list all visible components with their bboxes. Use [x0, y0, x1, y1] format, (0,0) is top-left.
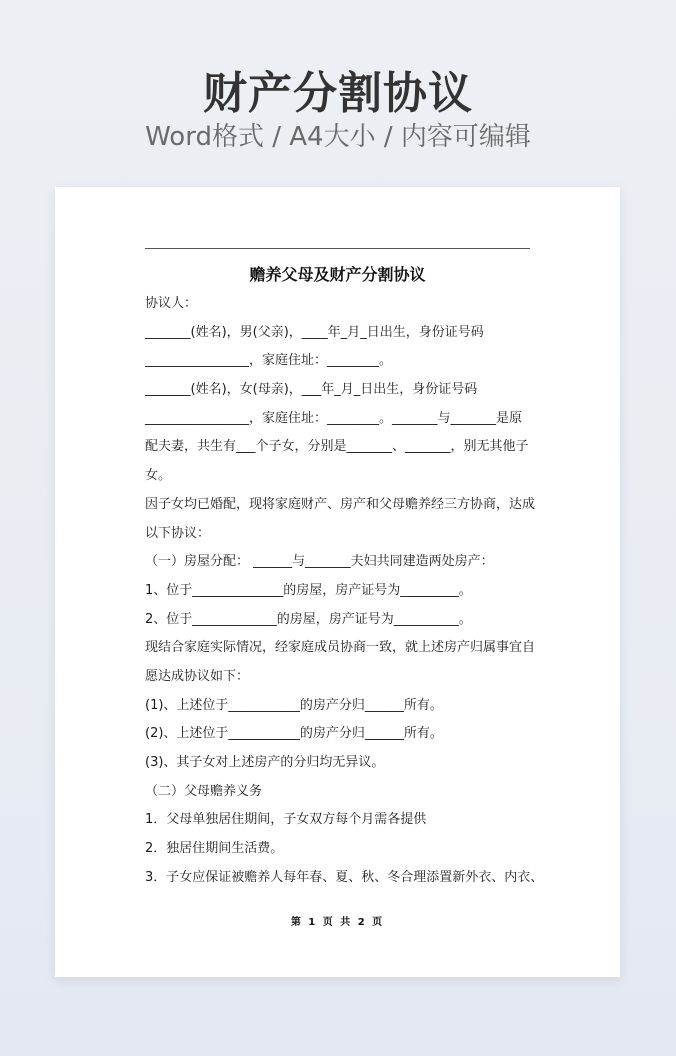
doc-support-item-2: 2．独居住期间生活费。	[145, 841, 284, 857]
hero-title: 财产分割协议	[203, 68, 473, 119]
doc-line-father-info: _______(姓名)，男(父亲)，____年_月_日出生，身份证号码	[145, 324, 484, 340]
doc-line-father-address: ________________，家庭住址：________。	[145, 353, 393, 369]
doc-line-preamble: 因子女均已婚配，现将家庭财产、房产和父母赡养经三方协商，达成	[145, 496, 536, 512]
doc-line-house-1: 1、位于______________的房屋，房产证号为_________。	[145, 582, 472, 598]
header-rule	[145, 248, 530, 249]
doc-line-children-end: 女。	[145, 468, 172, 484]
doc-line-preamble-end: 以下协议：	[145, 525, 211, 541]
doc-line-parties-label: 协议人：	[145, 296, 198, 311]
document-page	[55, 187, 620, 977]
doc-clause-2: (2)、上述位于___________的房产分归______所有。	[145, 726, 443, 742]
doc-line-house-2: 2、位于_____________的房屋，房产证号为__________。	[145, 611, 472, 627]
document-title: 赡养父母及财产分割协议	[249, 265, 426, 284]
doc-support-item-3: 3．子女应保证被赡养人每年春、夏、秋、冬合理添置新外衣、内衣、	[145, 869, 544, 885]
doc-line-agreement: 现结合家庭实际情况，经家庭成员协商一致，就上述房产归属事宜自	[145, 640, 536, 656]
doc-clause-1: (1)、上述位于___________的房产分归______所有。	[145, 697, 443, 713]
doc-section-housing: （一）房屋分配： ______与_______夫妇共同建造两处房产：	[145, 554, 494, 570]
document-body	[145, 290, 544, 892]
doc-line-mother-info: _______(姓名)，女(母亲)，___年_月_日出生，身份证号码	[145, 382, 478, 398]
doc-line-mother-address: ________________，家庭住址：________。_______与_______是原	[145, 410, 523, 426]
doc-clause-3: (3)、其子女对上述房产的分归均无异议。	[145, 755, 385, 770]
hero-subtitle: Word格式 / A4大小 / 内容可编辑	[145, 122, 531, 152]
page-number-footer: 第 1 页 共 2 页	[290, 917, 385, 928]
doc-section-support: （二）父母赡养义务	[145, 783, 263, 799]
doc-support-item-1: 1．父母单独居住期间，子女双方每个月需各提供	[145, 812, 427, 828]
doc-line-children: 配夫妻，共生有___个子女，分别是_______、_______，别无其他子	[145, 439, 529, 455]
doc-line-agreement-end: 愿达成协议如下：	[145, 668, 250, 684]
